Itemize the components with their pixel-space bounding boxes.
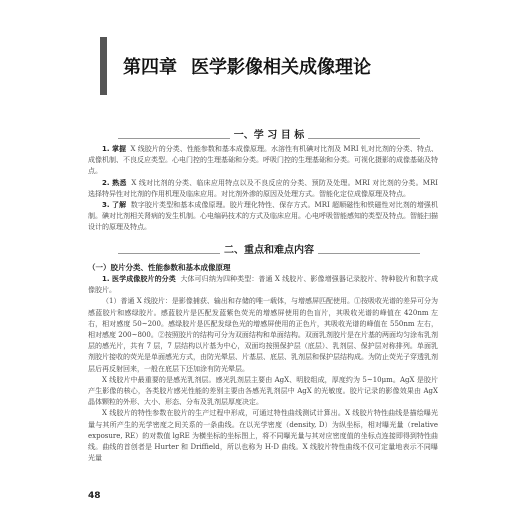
paragraph: X 线胶片中最重要的是感光乳剂层。感光乳剂层主要由 AgX、明胶组成，厚度约为 5~10μm。AgX 是胶片产生影像的核心，各类胶片感光性能的差别主要由各感光乳剂层中 AgX 的光敏度。胶片记录的影像效果由 AgX 晶体颗粒的外形、大小、形态、分布及乳剂层厚度决定。 [88,375,438,407]
objective-master [88,144,438,178]
subsection-heading: （一）胶片分类、性能参数和基本成像原理 [88,263,231,272]
section-title: 二、重点和难点内容 [220,245,318,256]
section-title: 一、学 习 目 标 [230,130,308,141]
paragraph [88,274,438,296]
objective-text: X 线胶片的分类、性能参数和基本成像原理。水溶性有机碘对比剂及 MRI 钆对比剂的分类、特点、成像机制、不良反应类型。心电门控的生理基础和分类。呼吸门控的生理基础和分类。可视化摄影的成像基础及特点。 [88,145,438,176]
page-number: 48 [88,491,101,501]
objective-label: 1. 掌握 [102,145,127,153]
paragraph: X 线胶片的特性参数在胶片的生产过程中形成，可通过特性曲线测试计算出。X 线胶片特性曲线是描绘曝光量与其所产生的光学密度之间关系的一条曲线。在以光学密度（density, D）为纵坐标，相对曝光量（relative exposure, RE）的对数值 lgRE 为横坐标的坐标图上，将不同曝光量与其对应密度值的坐标点连接即得到特性曲线。曲线的首创者是 Hurter 和 Driffield，所以也称为 H-D 曲线。X 线胶片特性曲线不仅可定量地表示不同曝光量 [88,409,438,463]
objective-label: 3. 了解 [102,201,127,210]
key-points-block [88,274,438,464]
section-heading-objectives [118,126,420,142]
objectives-block [88,144,438,234]
chapter-marker-bar [100,37,107,95]
objective-label: 2. 熟悉 [102,178,127,187]
paragraph-label: 1. 医学成像胶片的分类 [102,275,176,283]
chapter-number: 第四章 [123,57,177,78]
chapter-title [123,53,385,79]
paragraph: （1）普通 X 线胶片：是影像捕获、输出和存储的唯一载体，与增感屏匹配使用。①按吸收光谱的差异可分为感蓝胶片和感绿胶片。感蓝胶片是匹配发蓝紫色荧光的增感屏使用的色盲片，其吸收光谱的峰值在 420nm 左右，相对感度 50~200。感绿胶片是匹配发绿色光的增感屏使用的正色片，其吸收光谱的峰值在 550nm 左右，相对感度 200~800。②按照胶片的结构可分为双面结构和单面结构。双面乳剂胶片是在片基的两面均匀涂布乳剂层的感光片，共有 7 层，7 层结构以片基为中心，双面均按照保护层（底层）、乳剂层、保护层对称排列。单面乳剂胶片接收的荧光是单面感光方式，由防光晕层、片基层、底层、乳剂层和保护层结构成。为防止荧光子穿透乳剂层后再反射回来，一般在底层下还加涂有防光晕层。 [88,297,438,373]
chapter-name: 医学影像相关成像理论 [191,57,371,78]
paragraph-text: 大体可归纳为四种类型：普通 X 线胶片、影像增强器记录胶片、特种胶片和数字成像胶片。 [88,275,439,295]
objective-text: 数字胶片类型和基本成像原理。胶片理化特性、保存方式。MRI 超顺磁性和铁磁性对比剂的增强机制。碘对比剂相关肾病的发生机制。心电编码技术的方式及临床应用。心电呼吸智能感知的类型及特点。智能扫描设计的原理及特点。 [88,201,438,232]
objective-text: X 线对比剂的分类、临床应用特点以及不良反应的分类、预防及处理。MRI 对比剂的分类。MRI 选择特异性对比剂的作用机理及临床应用。对比剂外渗的原因及处理方式。智能化定位成像原理及特点。 [88,178,439,198]
objective-familiar [88,178,438,200]
section-heading-key-points [118,241,420,257]
objective-understand [88,200,438,234]
